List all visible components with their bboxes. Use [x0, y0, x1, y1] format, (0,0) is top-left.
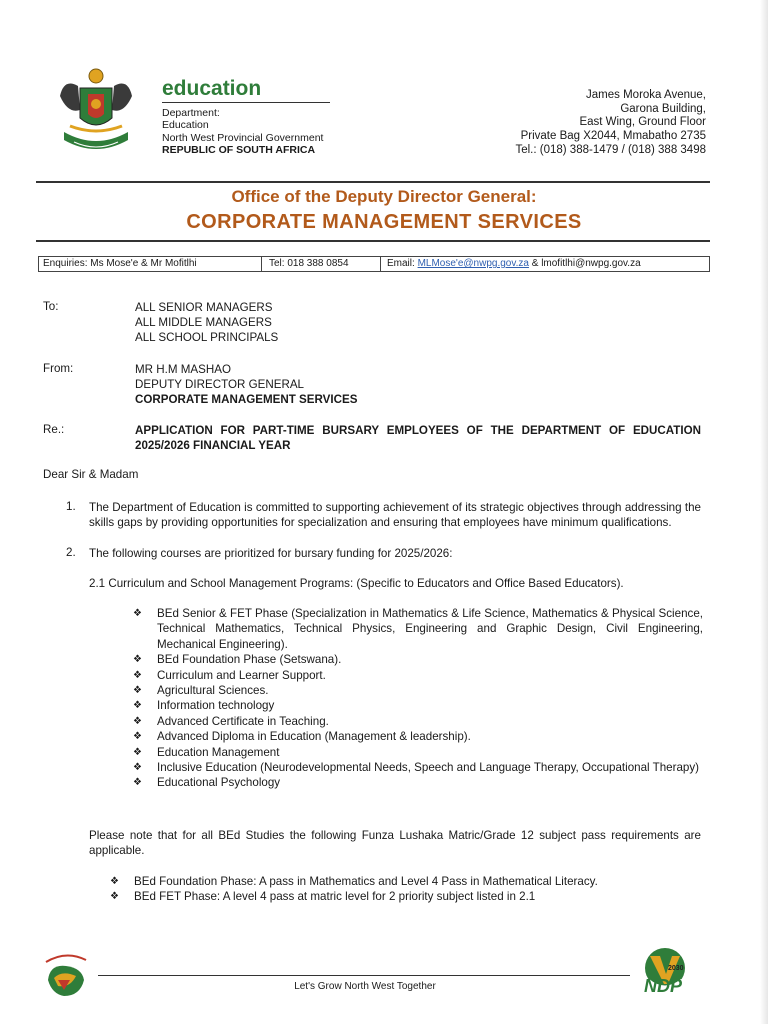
footer-slogan: Let's Grow North West Together	[294, 981, 436, 992]
list-item-text: BEd Foundation Phase: A pass in Mathematics and Level 4 Pass in Mathematical Literacy.	[134, 875, 598, 888]
list-item-text: Education Management	[157, 745, 280, 759]
email-join: &	[531, 258, 539, 269]
item-text: The Department of Education is committed to supporting achievement of its strategic objectives through addressing the skills gaps by providing opportunities for specialization and ensuring that employees have minimum qualifications.	[89, 501, 701, 530]
to-label: To:	[43, 300, 59, 313]
bullet-icon: ❖	[133, 608, 142, 619]
list-item-text: Advanced Certificate in Teaching.	[157, 714, 329, 728]
note-paragraph: Please note that for all BEd Studies the following Funza Lushaka Matric/Grade 12 subject pass requirements are applicable.	[89, 829, 701, 858]
contact-separator	[261, 257, 262, 271]
list-item	[133, 683, 703, 698]
list-item-text: Inclusive Education (Neurodevelopmental Needs, Speech and Language Therapy, Occupational Therapy)	[157, 761, 700, 775]
list-item-text: BEd Senior & FET Phase (Specialization in Mathematics & Life Science, Mathematics & Physical Science, Technical Mathematics, Technical Physics, Engineering and Graphic Design, Civil Engineering, Mechanical Engineering).	[157, 607, 703, 651]
sub-item: 2.1 Curriculum and School Management Programs: (Specific to Educators and Office Based Educators).	[89, 577, 624, 590]
bullet-icon: ❖	[133, 777, 142, 789]
re-line-1: APPLICATION FOR PART-TIME BURSARY EMPLOYEES OF THE DEPARTMENT OF EDUCATION	[135, 424, 701, 437]
tel-text: Tel: 018 388 0854	[269, 258, 349, 269]
bullet-icon: ❖	[133, 654, 142, 666]
from-label: From:	[43, 362, 74, 375]
list-item	[133, 698, 703, 713]
dept-line: North West Provincial Government	[162, 131, 324, 144]
dept-line: Education	[162, 119, 209, 132]
ndp-text: NDP	[644, 976, 683, 996]
office-heading: Office of the Deputy Director General:	[231, 187, 537, 206]
list-item	[133, 652, 703, 667]
address-block	[515, 89, 706, 158]
enquiries-text: Enquiries: Ms Mose'e & Mr Mofitlhi	[43, 258, 197, 269]
bullet-icon: ❖	[133, 685, 142, 697]
email-link-1[interactable]: MLMose'e@nwpg.gov.za	[417, 258, 529, 269]
list-item	[133, 729, 703, 744]
north-west-logo	[40, 950, 96, 1002]
list-item	[133, 668, 703, 683]
letterhead-title: education	[162, 77, 262, 100]
list-item	[133, 760, 703, 775]
bullet-icon: ❖	[133, 746, 142, 758]
course-list	[133, 606, 703, 791]
re-label: Re.:	[43, 423, 65, 436]
from-line: MR H.M MASHAO	[135, 363, 231, 376]
to-line: ALL MIDDLE MANAGERS	[135, 316, 272, 329]
bullet-icon: ❖	[133, 715, 142, 727]
from-block	[135, 362, 357, 407]
item-number: 2.	[66, 546, 76, 559]
item-text: The following courses are prioritized for bursary funding for 2025/2026:	[89, 547, 453, 560]
to-block	[135, 300, 278, 345]
list-item	[133, 745, 703, 760]
list-item-text: Advanced Diploma in Education (Management & leadership).	[157, 730, 471, 744]
re-line-2: 2025/2026 FINANCIAL YEAR	[135, 439, 291, 452]
department-block	[162, 107, 323, 156]
to-line: ALL SCHOOL PRINCIPALS	[135, 331, 279, 344]
country-line: REPUBLIC OF SOUTH AFRICA	[162, 143, 316, 156]
address-line: East Wing, Ground Floor	[579, 116, 706, 129]
from-line-bold: CORPORATE MANAGEMENT SERVICES	[135, 393, 358, 406]
ndp-year: 2030	[668, 965, 684, 972]
email-2: lmofitlhi@nwpg.gov.za	[541, 258, 641, 269]
page-edge-shadow	[760, 0, 768, 1024]
list-item	[110, 889, 700, 904]
requirements-list	[110, 874, 700, 905]
footer-rule	[98, 975, 630, 976]
bullet-icon: ❖	[133, 731, 142, 743]
list-item-text: BEd FET Phase: A level 4 pass at matric level for 2 priority subject listed in 2.1	[134, 890, 536, 904]
list-item	[133, 606, 703, 652]
list-item-text: Educational Psychology	[157, 776, 281, 790]
salutation: Dear Sir & Madam	[43, 468, 139, 481]
item-number: 1.	[66, 500, 76, 513]
office-subheading: CORPORATE MANAGEMENT SERVICES	[186, 211, 582, 233]
list-item	[133, 714, 703, 729]
bullet-icon: ❖	[133, 762, 142, 774]
contact-bar	[38, 256, 710, 272]
coat-of-arms-logo	[44, 66, 148, 162]
bullet-icon: ❖	[133, 669, 142, 681]
to-line: ALL SENIOR MANAGERS	[135, 301, 273, 314]
dept-line: Department:	[162, 107, 220, 119]
bullet-icon: ❖	[110, 876, 119, 887]
bullet-icon: ❖	[133, 700, 142, 712]
list-item-text: Information technology	[157, 699, 275, 713]
address-line: Tel.: (018) 388-1479 / (018) 388 3498	[515, 143, 706, 156]
list-item	[133, 775, 703, 790]
re-block	[135, 423, 701, 453]
email-group	[387, 257, 641, 271]
from-line: DEPUTY DIRECTOR GENERAL	[135, 378, 305, 391]
address-line: Garona Building,	[620, 102, 706, 115]
header-divider-top	[36, 181, 710, 183]
list-item	[110, 874, 700, 889]
address-line: Private Bag X2044, Mmabatho 2735	[520, 130, 706, 143]
list-item-text: Curriculum and Learner Support.	[157, 668, 326, 682]
letterhead-rule	[162, 102, 330, 103]
list-item-text: BEd Foundation Phase (Setswana).	[157, 653, 342, 667]
email-label: Email:	[387, 258, 415, 269]
bullet-icon: ❖	[110, 891, 119, 903]
list-item-text: Agricultural Sciences.	[157, 684, 269, 698]
header-divider-bottom	[36, 240, 710, 242]
address-line: James Moroka Avenue,	[586, 89, 706, 101]
contact-separator	[380, 257, 381, 271]
